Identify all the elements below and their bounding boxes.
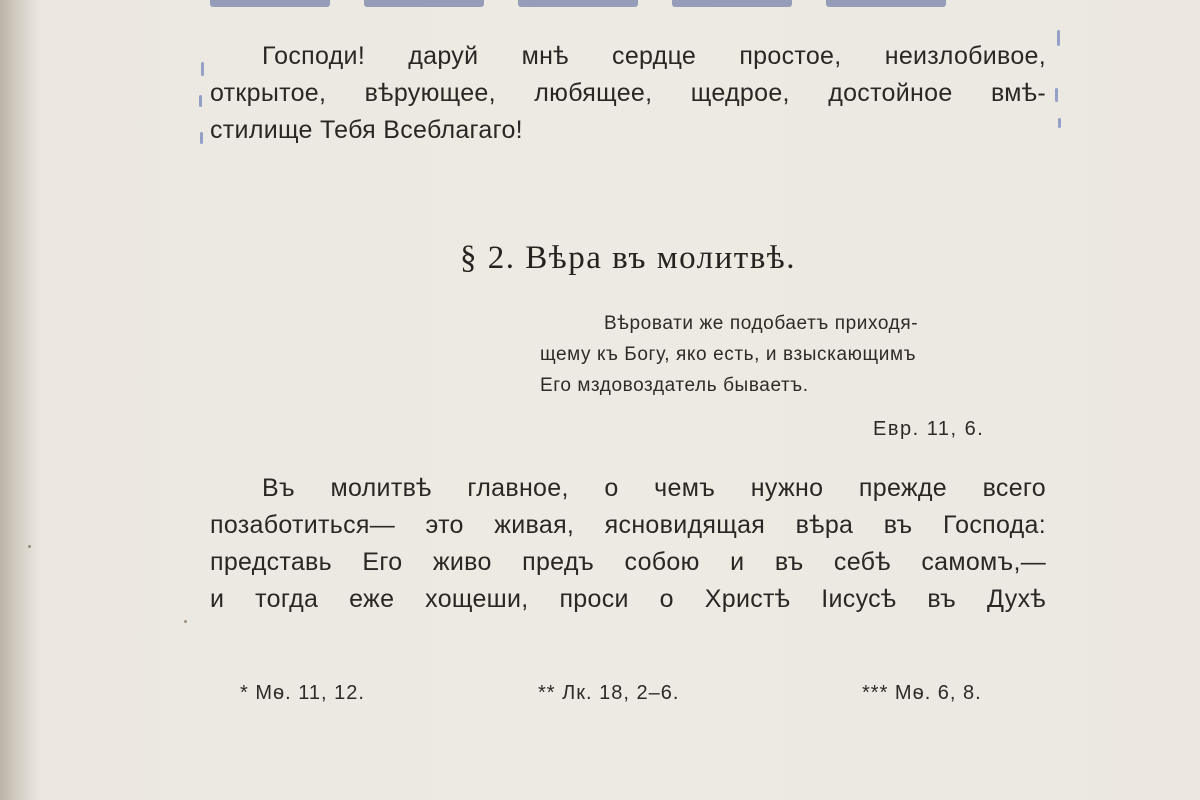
footnote: ** Лк. 18, 2–6. — [538, 682, 680, 704]
pencil-mark — [201, 62, 204, 76]
text-line: Въ молитвѣ главное, о чемъ нужно прежде всего — [262, 474, 1046, 502]
epigraph-line: Вѣровати же подобаетъ приходя- — [604, 313, 919, 334]
footnote: * Мѳ. 11, 12. — [240, 682, 365, 704]
epigraph-reference: Евр. 11, 6. — [873, 418, 985, 440]
text-line: Господи! даруй мнѣ сердце простое, неизлобивое, — [262, 42, 1046, 70]
text-line: позаботиться— это живая, ясновидящая вѣра въ Господа: — [210, 511, 1046, 539]
text-line: стилище Тебя Всеблагаго! — [210, 116, 523, 144]
section-heading: § 2. Вѣра въ молитвѣ. — [460, 240, 796, 276]
pencil-mark — [1055, 88, 1058, 102]
ink-fragment — [210, 0, 330, 7]
prayer-paragraph — [210, 38, 1046, 149]
pencil-mark — [1058, 118, 1061, 128]
paper-speck — [184, 620, 187, 623]
pencil-mark — [199, 95, 202, 107]
previous-text-remnant — [210, 0, 990, 10]
epigraph-line: Его мздовоздатель бываетъ. — [540, 375, 809, 396]
text-line: представь Его живо предъ собою и въ себѣ самомъ,— — [210, 548, 1046, 576]
epigraph-quote — [540, 308, 1040, 401]
text-line: и тогда еже хощеши, проси о Христѣ Іисусѣ въ Духѣ — [210, 585, 1046, 613]
text-line: открытое, вѣрующее, любящее, щедрое, достойное вмѣ- — [210, 79, 1046, 107]
ink-fragment — [518, 0, 638, 7]
pencil-mark — [1057, 30, 1060, 46]
page-gutter-shadow — [0, 0, 40, 800]
pencil-mark — [200, 132, 203, 144]
body-paragraph — [210, 470, 1046, 618]
ink-fragment — [672, 0, 792, 7]
ink-fragment — [364, 0, 484, 7]
footnote: *** Мѳ. 6, 8. — [862, 682, 982, 704]
epigraph-line: щему къ Богу, яко есть, и взыскающимъ — [540, 344, 917, 365]
ink-fragment — [826, 0, 946, 7]
paper-speck — [28, 545, 31, 548]
